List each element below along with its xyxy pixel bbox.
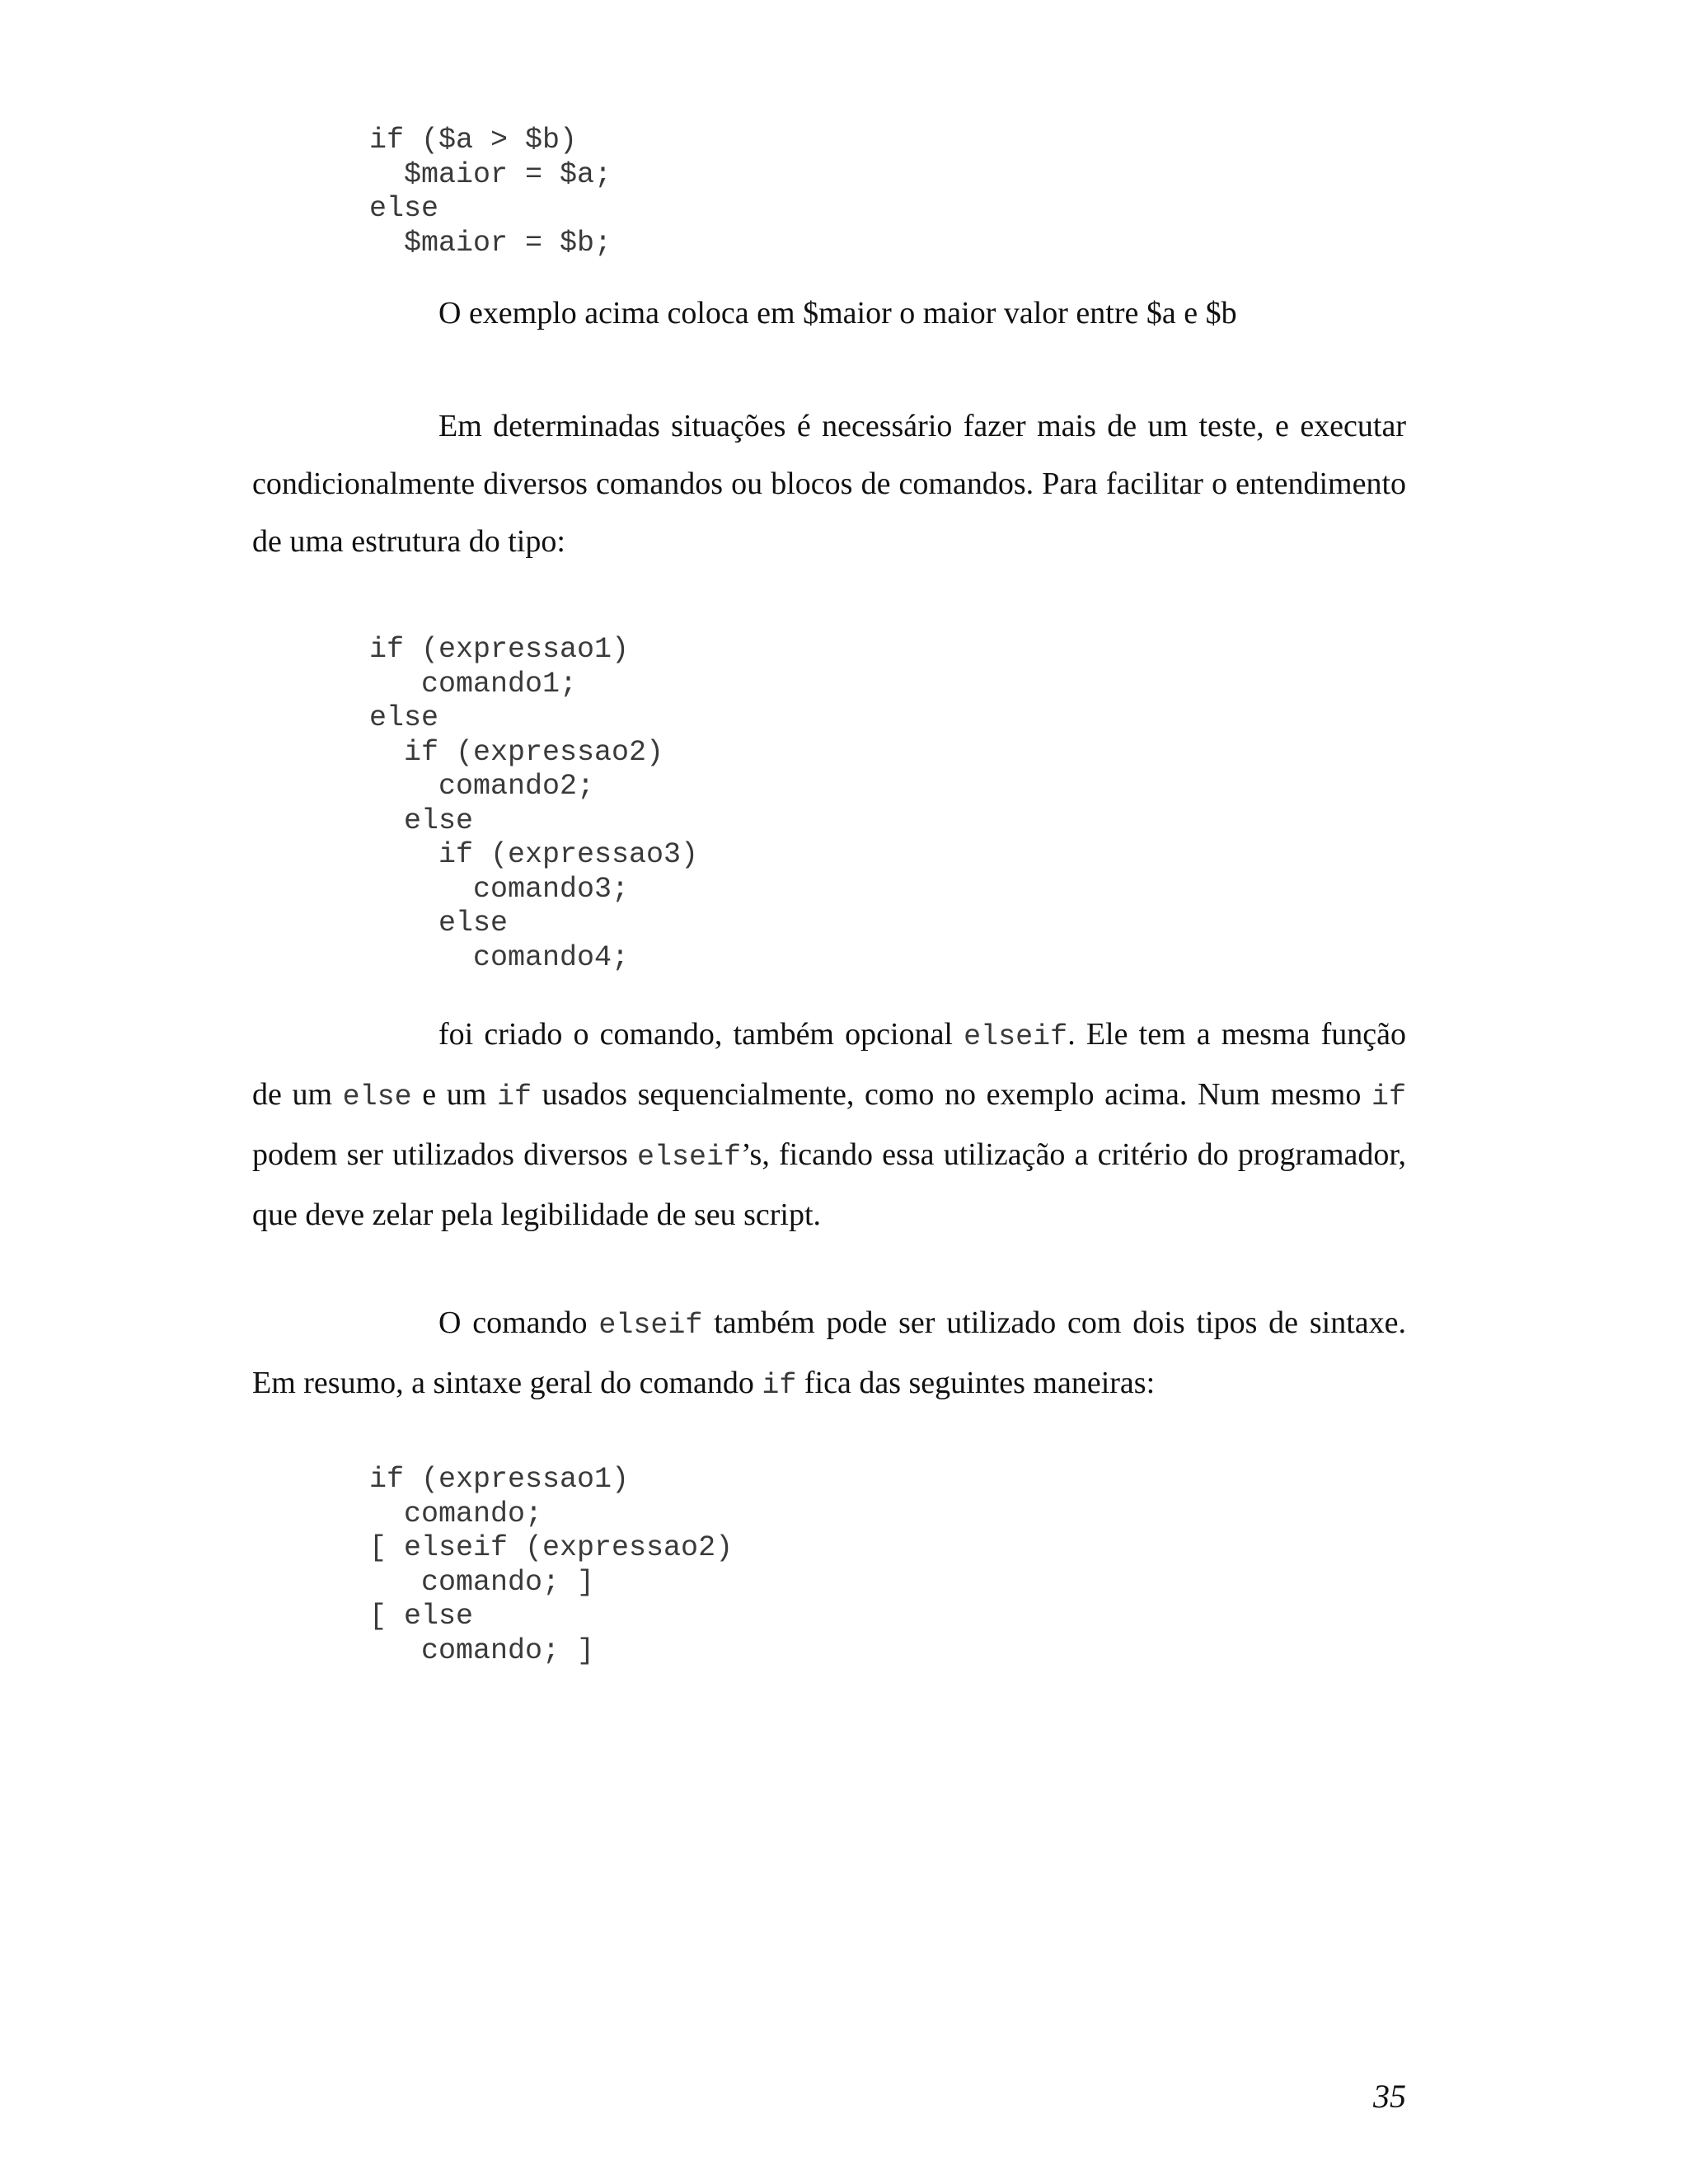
page-number: 35 — [1373, 2078, 1406, 2115]
paragraph-text: foi criado o comando, também opcional — [438, 1017, 964, 1052]
code-line: comando4; — [369, 940, 630, 974]
paragraph-text: O comando — [438, 1305, 599, 1340]
code-line: [ elseif (expressao2) — [369, 1531, 734, 1564]
paragraph-elseif-syntax — [252, 1294, 1406, 1414]
paragraph-multiple-tests — [252, 397, 1406, 570]
paragraph-text: O exemplo acima coloca em $maior o maior valor entre $a e $b — [438, 296, 1237, 330]
code-line: $maior = $a; — [369, 157, 612, 191]
code-block-if-else — [369, 124, 612, 260]
paragraph-example-explanation — [252, 284, 1406, 342]
paragraph-text: Em determinadas situações é necessário fazer mais de um teste, e executar condicionalmente diversos comandos ou blocos de comandos. Para facilitar o entendimento de uma estrutura do tipo: — [252, 409, 1406, 559]
code-line: comando1; — [369, 667, 578, 701]
inline-code: if — [1371, 1080, 1406, 1113]
code-line: comando; — [369, 1497, 543, 1530]
code-line: comando3; — [369, 872, 630, 906]
code-line: else — [369, 907, 509, 940]
code-line: if (expressao3) — [369, 838, 699, 871]
paragraph-text: também pode ser utilizado com dois tipos de sintaxe. Em resumo, a sintaxe geral do comando — [252, 1305, 1407, 1400]
paragraph-text: fica das seguintes maneiras: — [796, 1366, 1156, 1400]
code-line: if (expressao1) — [369, 633, 630, 666]
code-line: [ else — [369, 1600, 474, 1633]
inline-code: elseif — [636, 1141, 741, 1174]
code-block-general-syntax — [369, 1463, 733, 1668]
code-line: $maior = $b; — [369, 226, 612, 260]
code-block-nested-if — [369, 633, 698, 975]
paragraph-text: usados sequencialmente, como no exemplo acima. Num mesmo — [531, 1077, 1372, 1112]
inline-code: if — [762, 1369, 797, 1402]
code-line: else — [369, 804, 474, 837]
code-line: comando2; — [369, 770, 595, 803]
code-line: if (expressao2) — [369, 735, 664, 769]
paragraph-text: podem ser utilizados diversos — [252, 1137, 637, 1172]
paragraph-text: e um — [411, 1077, 497, 1112]
inline-code: if — [496, 1080, 532, 1113]
code-line: else — [369, 192, 439, 225]
paragraph-text: . Ele tem a mesma função de um — [252, 1017, 1406, 1112]
inline-code: elseif — [964, 1020, 1068, 1053]
inline-code: else — [342, 1080, 412, 1113]
paragraph-text: ’s, ficando essa utilização a critério do programador, que deve zelar pela legibilidade de seu script. — [252, 1137, 1407, 1232]
code-line: comando; ] — [369, 1565, 595, 1599]
code-line: comando; ] — [369, 1633, 595, 1667]
inline-code: elseif — [598, 1309, 703, 1342]
code-line: else — [369, 701, 439, 734]
code-line: if (expressao1) — [369, 1463, 630, 1496]
code-line: if ($a > $b) — [369, 124, 578, 157]
paragraph-elseif-description — [252, 1005, 1406, 1244]
